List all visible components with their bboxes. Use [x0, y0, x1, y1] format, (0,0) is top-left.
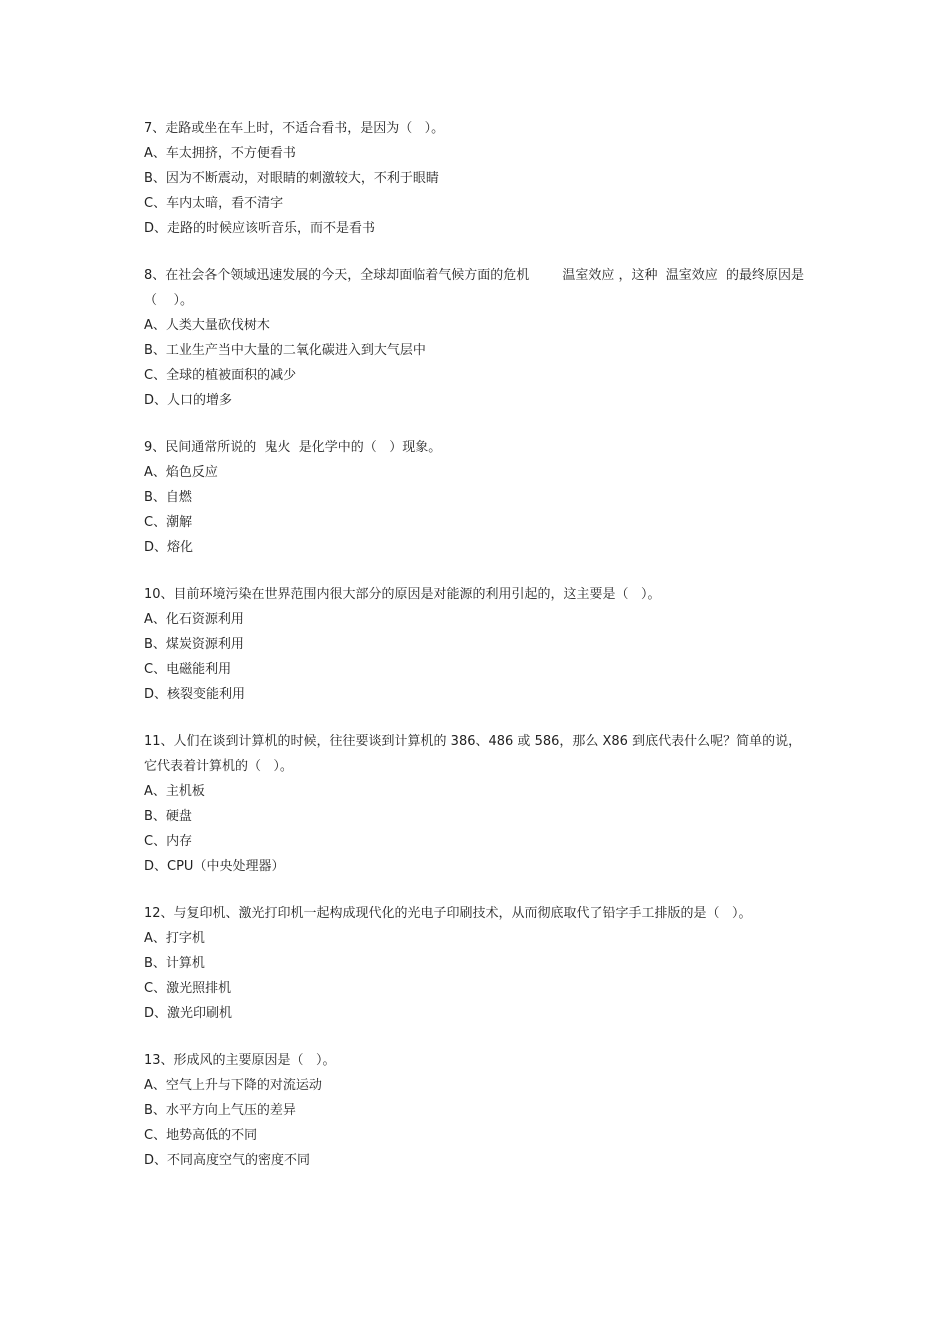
option-list: [144, 460, 814, 560]
question-stem: 10、目前环境污染在世界范围内很大部分的原因是对能源的利用引起的，这主要是（ ）。: [144, 587, 661, 602]
option-a: A、车太拥挤，不方便看书: [144, 146, 296, 161]
option-c: C、潮解: [144, 515, 193, 530]
option-d: D、人口的增多: [144, 393, 233, 408]
option-a: A、打字机: [144, 931, 205, 946]
option-a: A、主机板: [144, 784, 205, 799]
option-c: C、车内太暗，看不清字: [144, 196, 284, 211]
question-11: [144, 729, 814, 879]
question-7: [144, 116, 814, 241]
option-c: C、电磁能利用: [144, 662, 232, 677]
question-stem: 7、走路或坐在车上时，不适合看书，是因为（ ）。: [144, 121, 445, 136]
option-d: D、熔化: [144, 540, 194, 555]
option-a: A、空气上升与下降的对流运动: [144, 1078, 322, 1093]
option-list: [144, 313, 814, 413]
option-b: B、硬盘: [144, 809, 192, 824]
question-stem: 13、形成风的主要原因是（ ）。: [144, 1053, 336, 1068]
question-8: [144, 263, 814, 413]
option-b: B、煤炭资源利用: [144, 637, 244, 652]
option-a: A、化石资源利用: [144, 612, 244, 627]
option-a: A、人类大量砍伐树木: [144, 318, 270, 333]
option-b: B、工业生产当中大量的二氧化碳进入到大气层中: [144, 343, 426, 358]
question-10: [144, 582, 814, 707]
option-b: B、水平方向上气压的差异: [144, 1103, 296, 1118]
option-b: B、自燃: [144, 490, 192, 505]
option-c: C、激光照排机: [144, 981, 232, 996]
option-list: [144, 926, 814, 1026]
question-12: [144, 901, 814, 1026]
option-list: [144, 141, 814, 241]
option-d: D、激光印刷机: [144, 1006, 233, 1021]
option-b: B、因为不断震动，对眼睛的刺激较大，不利于眼睛: [144, 171, 439, 186]
option-list: [144, 779, 814, 879]
option-list: [144, 607, 814, 707]
question-stem: 8、在社会各个领域迅速发展的今天，全球却面临着气候方面的危机 温室效应 ，这种 温室效应 的最终原因是（ ）。: [144, 268, 804, 308]
question-stem: 12、与复印机、激光打印机一起构成现代化的光电子印刷技术，从而彻底取代了铅字手工排版的是（ ）。: [144, 906, 752, 921]
option-list: [144, 1073, 814, 1173]
option-d: D、CPU（中央处理器）: [144, 859, 285, 874]
question-9: [144, 435, 814, 560]
option-c: C、内存: [144, 834, 193, 849]
option-a: A、焰色反应: [144, 465, 218, 480]
option-b: B、计算机: [144, 956, 205, 971]
question-13: [144, 1048, 814, 1173]
option-c: C、地势高低的不同: [144, 1128, 258, 1143]
option-d: D、走路的时候应该听音乐，而不是看书: [144, 221, 376, 236]
option-c: C、全球的植被面积的减少: [144, 368, 297, 383]
document-page: [144, 116, 814, 1195]
option-d: D、核裂变能利用: [144, 687, 246, 702]
option-d: D、不同高度空气的密度不同: [144, 1153, 311, 1168]
question-stem: 9、民间通常所说的 鬼火 是化学中的（ ）现象。: [144, 440, 442, 455]
question-stem: 11、人们在谈到计算机的时候，往往要谈到计算机的 386、486 或 586，那么 X86 到底代表什么呢？简单的说，它代表着计算机的（ ）。: [144, 734, 802, 774]
